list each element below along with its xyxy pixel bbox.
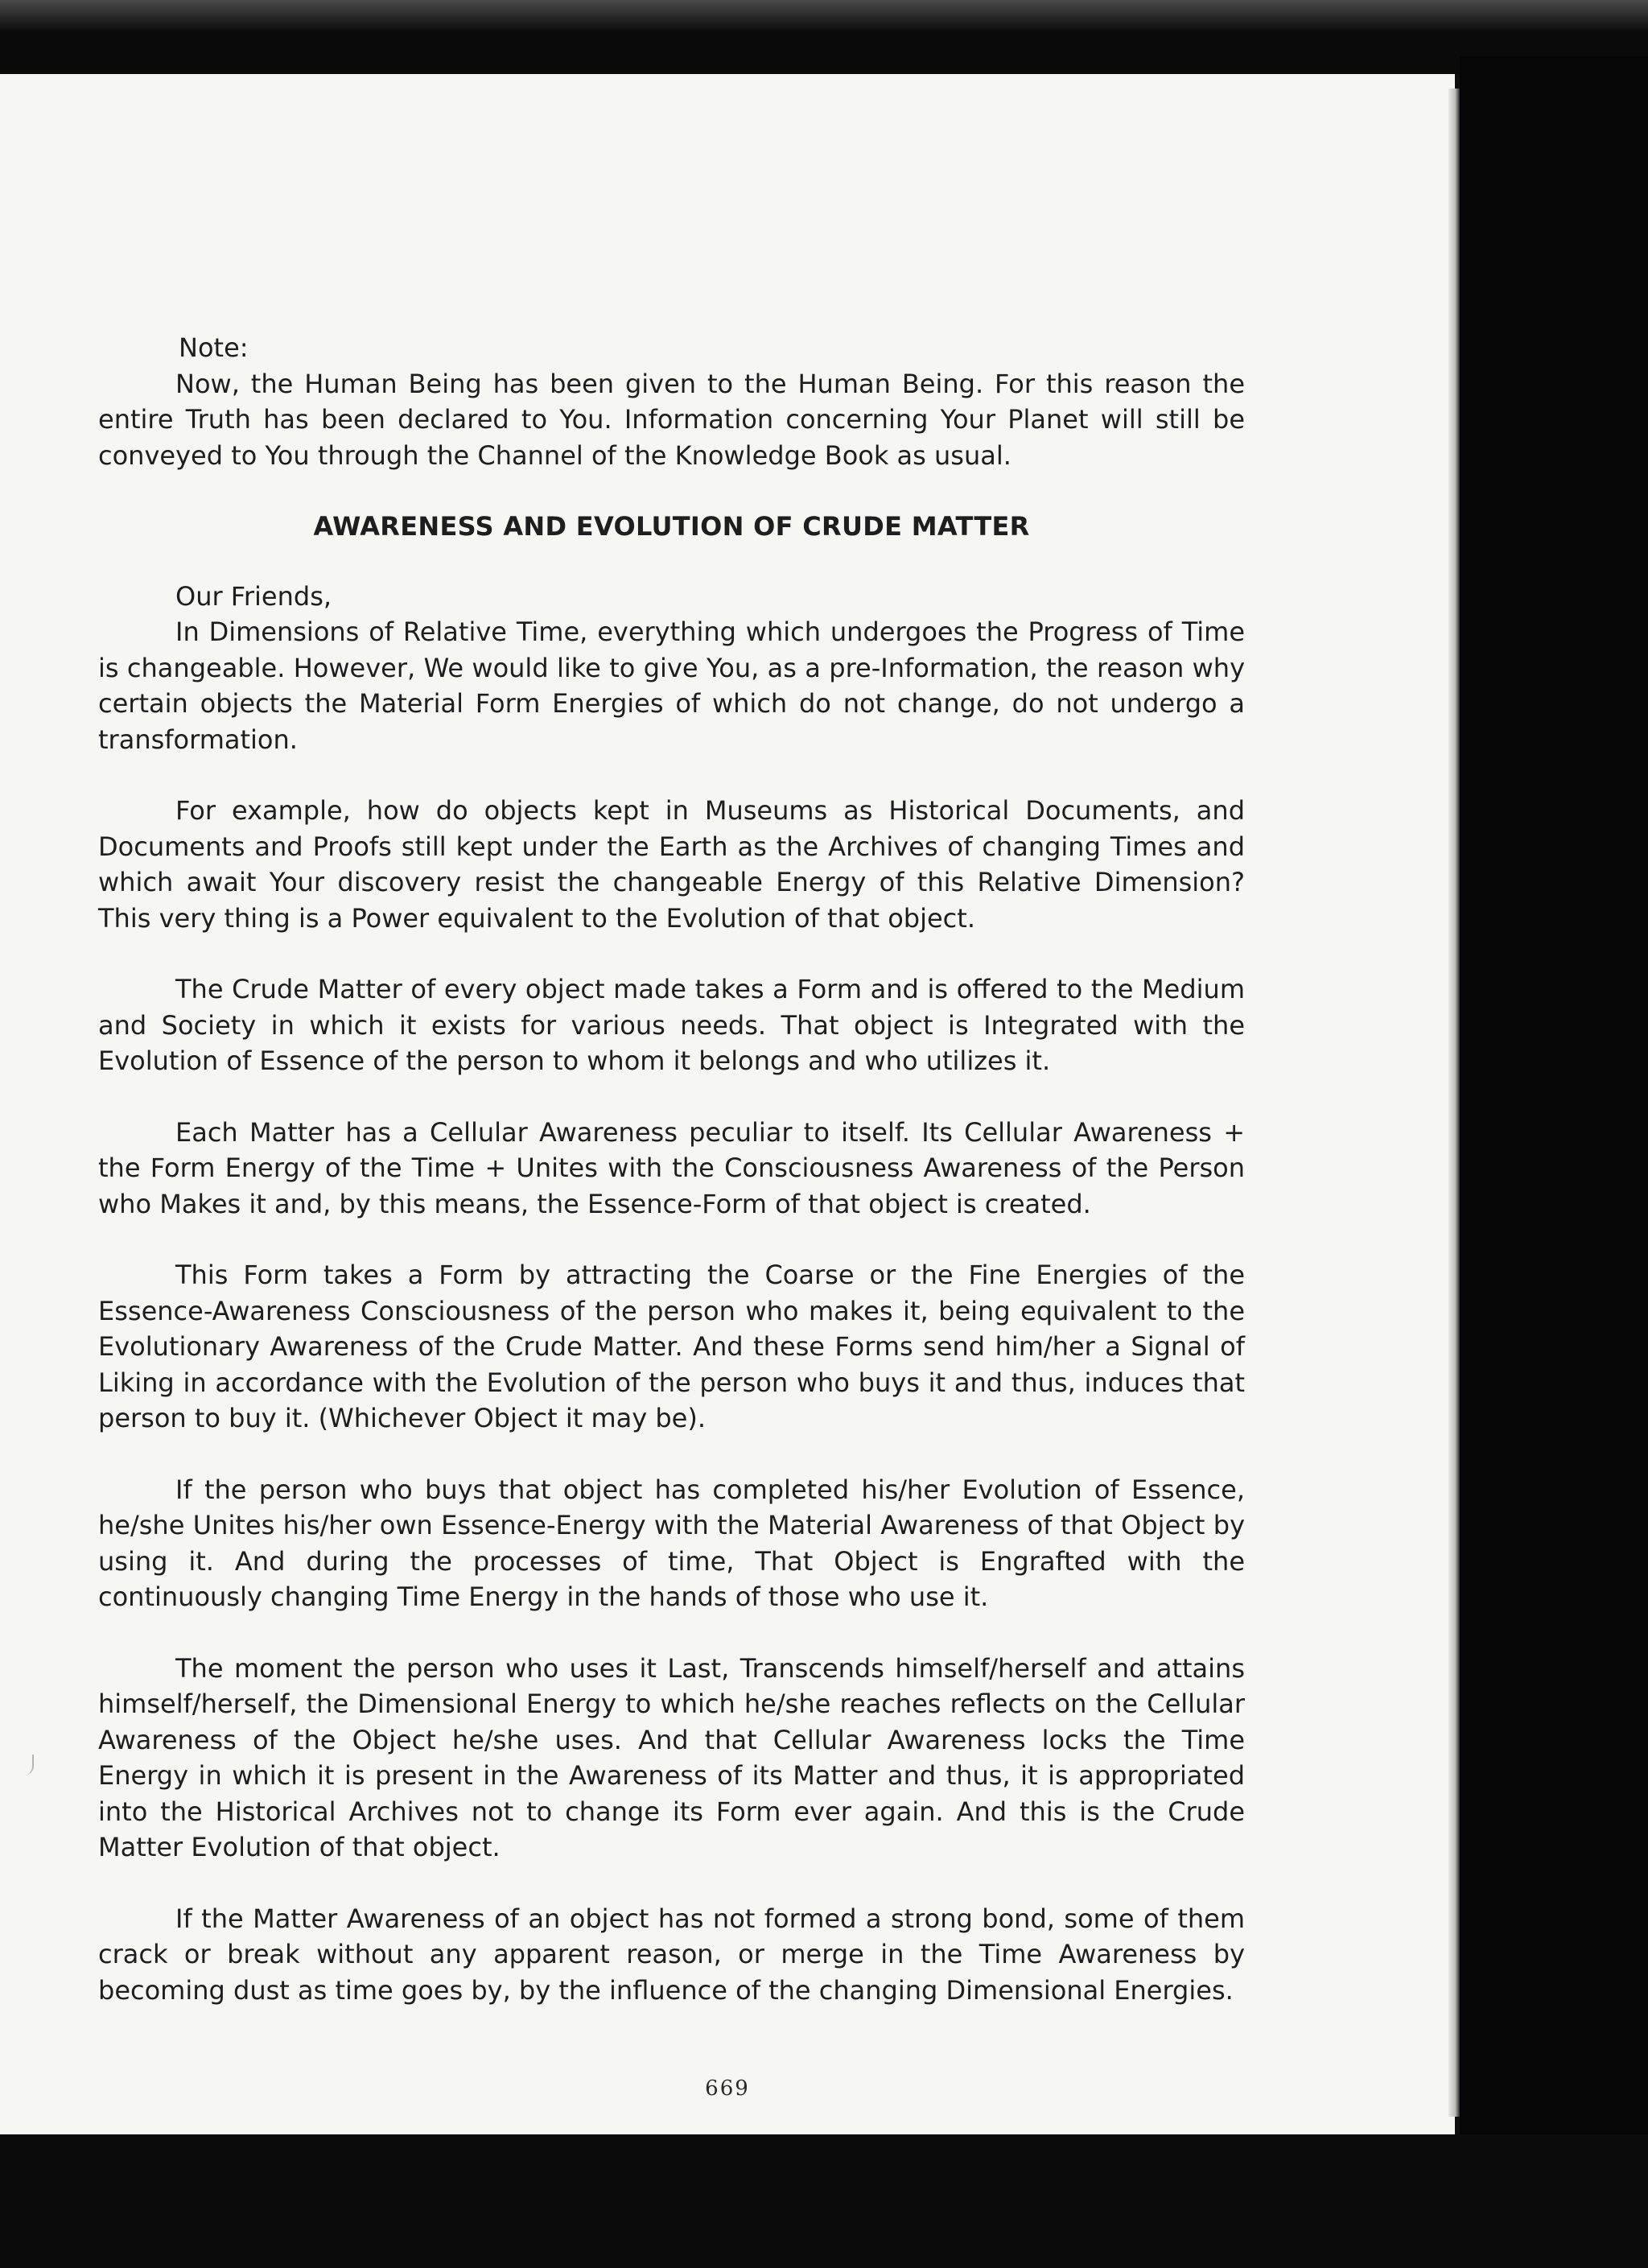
book-page (0, 74, 1455, 2134)
section-heading: AWARENESS AND EVOLUTION OF CRUDE MATTER (313, 511, 1030, 542)
salutation: Our Friends, (175, 580, 332, 612)
spine-shadow (1460, 56, 1648, 2245)
body-paragraph-1: In Dimensions of Relative Time, everything which undergoes the Progress of Time is changeable. However, We would like to give You, as a pre-Information, the reason why certain objects the Material Form Energies of which do not change, do not undergo a transformation. (98, 616, 1245, 755)
pencil-mark (21, 1755, 34, 1775)
page-edge (1448, 89, 1460, 2117)
page-number: 669 (705, 2076, 750, 2101)
body-paragraph-3: The Crude Matter of every object made takes a Form and is offered to the Medium and Society in which it exists for various needs. That object is Integrated with the Evolution of Essence of the person to whom it belongs and who utilizes it. (98, 974, 1245, 1076)
scan-top-border (0, 0, 1648, 74)
scan-bottom-border (0, 2134, 1648, 2268)
page-body (98, 330, 1245, 2040)
body-paragraph-5: This Form takes a Form by attracting the Coarse or the Fine Energies of the Essence-Awareness Consciousness of the person who makes it, being equivalent to the Evolutionary Awareness of the Crude Matter. And these Forms send him/her a Signal of Liking in accordance with the Evolution of the person who buys it and thus, induces that person to buy it. (Whichever Object it may be). (98, 1260, 1245, 1433)
body-paragraph-7: The moment the person who uses it Last, Transcends himself/herself and attains himself/herself, the Dimensional Energy to which he/she reaches reflects on the Cellular Awareness of the Object he/she uses. And that Cellular Awareness locks the Time Energy in which it is present in the Awareness of its Matter and thus, it is appropriated into the Historical Archives not to change its Form ever again. And this is the Crude Matter Evolution of that object. (98, 1652, 1245, 1862)
body-paragraph-4: Each Matter has a Cellular Awareness peculiar to itself. Its Cellular Awareness + the Form Energy of the Time + Unites with the Consciousness Awareness of the Person who Makes it and, by this means, the Essence-Form of that object is created. (98, 1116, 1245, 1219)
note-paragraph: Now, the Human Being has been given to the Human Being. For this reason the entire Truth has been declared to You. Information concerning Your Planet will still be conveyed to You through the Channel of the Knowledge Book as usual. (98, 368, 1245, 471)
note-label: Note: (179, 332, 249, 363)
body-paragraph-8: If the Matter Awareness of an object has not formed a strong bond, some of them crack or break without any apparent reason, or merge in the Time Awareness by becoming dust as time goes by, by the influence of the changing Dimensional Energies. (98, 1903, 1245, 2006)
body-paragraph-2: For example, how do objects kept in Museums as Historical Documents, and Documents and Proofs still kept under the Earth as the Archives of changing Times and which await Your discovery resist the changeable Energy of this Relative Dimension? This very thing is a Power equivalent to the Evolution of that object. (98, 795, 1245, 934)
body-paragraph-6: If the person who buys that object has completed his/her Evolution of Essence, he/she Unites his/her own Essence-Energy with the Material Awareness of that Object by using it. And during the processes of time, That Object is Engrafted with the continuously changing Time Energy in the hands of those who use it. (98, 1474, 1245, 1612)
